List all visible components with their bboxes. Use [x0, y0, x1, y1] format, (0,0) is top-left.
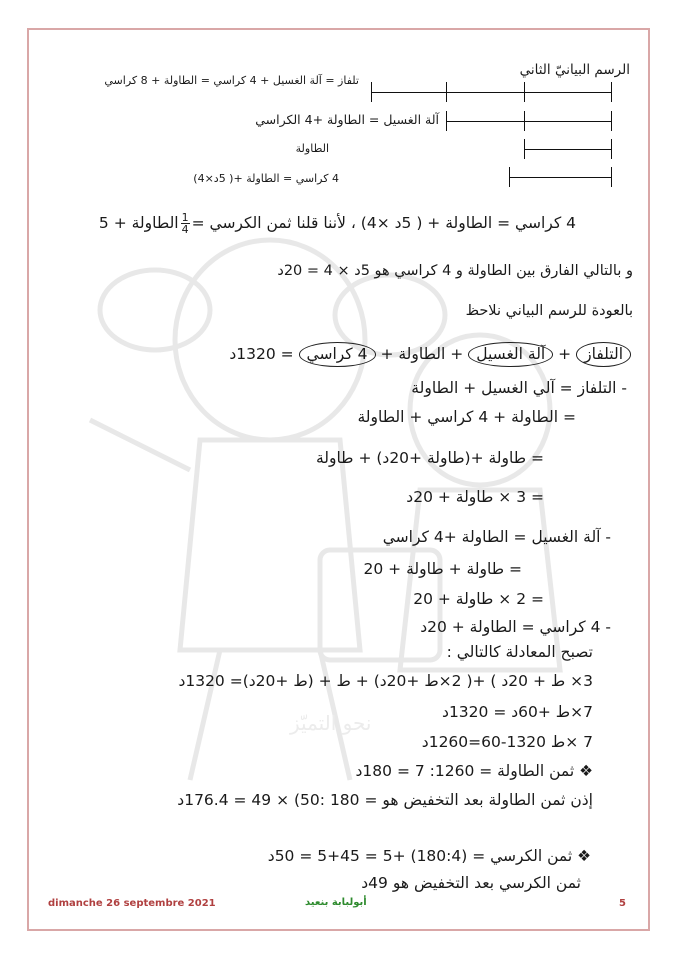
result-chair-price: ❖ ثمن الكرسي = (180:4) +5 = 45+5 = 50د [267, 847, 591, 865]
washer-step-1: - آلة الغسيل = الطاولة +4 كراسي [382, 528, 611, 546]
equation-line-1: 3× ط + 20د ) +( 2×ط +20د) + ط + (ط +20د)= 1320د [178, 672, 593, 690]
diagram-label-tv: تلفاز = آلة الغسيل + 4 كراسي = الطاولة + 8 كراسي [104, 74, 359, 87]
line-difference: و بالتالي الفارق بين الطاولة و 4 كراسي هو 5د × 4 = 20د [277, 263, 633, 279]
footer-author: أبولبابة بنعيد [305, 897, 367, 908]
result-chair-discount: ثمن الكرسي بعد التخفيض هو 49د [361, 874, 581, 892]
result-table-discount: إذن ثمن الطاولة بعد التخفيض هو = 180 :50) × 49 = 176.4د [177, 791, 593, 809]
tv-step-2: = الطاولة + 4 كراسي + الطاولة [357, 408, 576, 426]
equation-line-3: 7 ×ط 1320-60=1260د [421, 733, 593, 751]
line-back-to-diagram: بالعودة للرسم البياني نلاحظ [465, 303, 633, 319]
circled-chairs: 4 كراسي [299, 342, 376, 367]
diagram-label-table: الطاولة [295, 142, 329, 155]
footer-date: dimanche 26 septembre 2021 [48, 898, 216, 909]
diagram-label-washer: آلة الغسيل = الطاولة +4 الكراسي [255, 112, 439, 127]
washer-step-2: = طاولة + طاولة + 20 [363, 560, 522, 578]
diagram-title: الرسم البيانيّ الثاني [519, 62, 630, 78]
watermark-text: نحو التميّز [290, 711, 372, 735]
tv-step-4: = 3 × طاولة + 20د [406, 488, 544, 506]
tv-step-1: - التلفاز = آلي الغسيل + الطاولة [411, 379, 627, 397]
circled-washer: آلة الغسيل [468, 342, 553, 367]
chairs-step: - 4 كراسي = الطاولة + 20د [420, 618, 611, 636]
diagram-label-chairs: 4 كراسي = الطاولة +( 5د×4) [193, 172, 339, 185]
line-chair-price: 4 كراسي = الطاولة + ( 5د ×4) ، لأننا قلنا ثمن الكرسي = $\frac{1}{4}$ الطاولة + 5 [98, 211, 576, 236]
circled-tv: التلفاز [576, 342, 631, 367]
footer-page-number: 5 [619, 898, 626, 909]
result-table-price: ❖ ثمن الطاولة = 1260: 7 = 180د [355, 762, 593, 780]
tv-step-3: = طاولة +(طاولة +20د) + طاولة [315, 449, 544, 467]
equation-line-2: 7×ط +60د = 1320د [442, 703, 593, 721]
line-circled-equation: التلفاز + آلة الغسيل + الطاولة + 4 كراسي = 1320د [229, 342, 631, 367]
washer-step-3: = 2 × طاولة + 20 [413, 590, 544, 608]
fraction-quarter: $\frac{1}{4}$ [181, 211, 189, 236]
equation-heading: تصبح المعادلة كالتالي : [446, 643, 593, 661]
